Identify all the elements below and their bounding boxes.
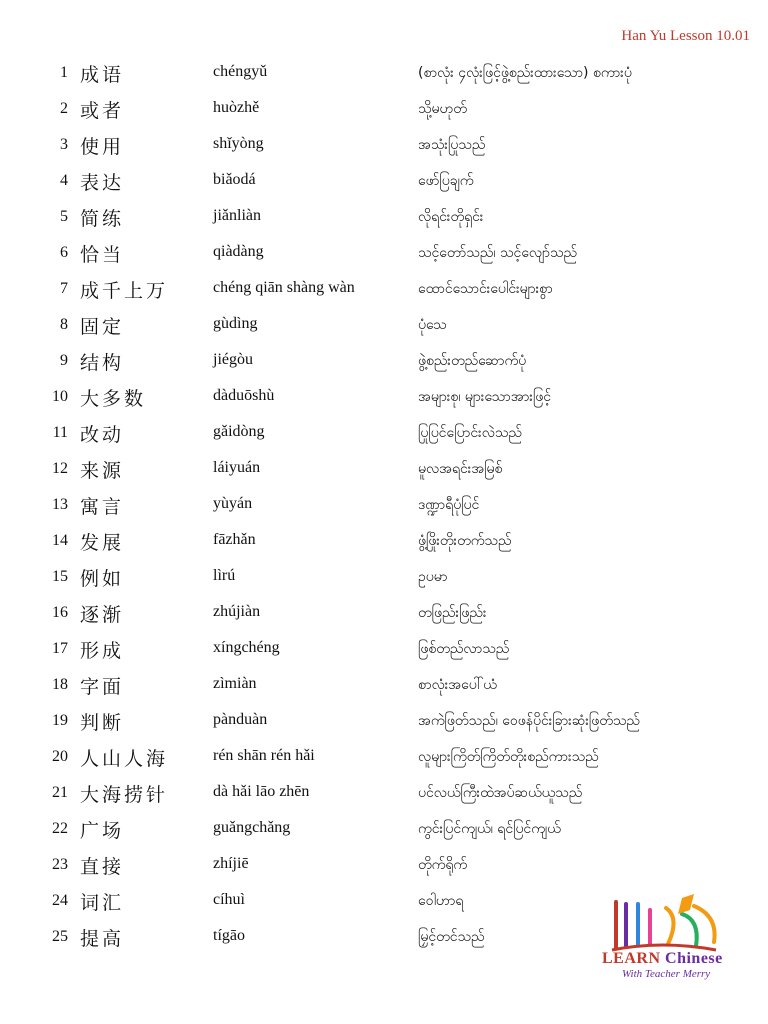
vocab-meaning: သို့မဟုတ် (418, 101, 467, 117)
vocab-number: 19 (52, 712, 68, 729)
vocab-pinyin: xíngchéng (213, 639, 280, 656)
vocab-hanzi: 发展 (80, 532, 125, 554)
vocab-meaning: တဖြည်းဖြည်း (418, 605, 487, 621)
vocab-hanzi: 简练 (80, 208, 125, 230)
vocab-number: 15 (52, 568, 68, 585)
vocab-number: 5 (60, 208, 68, 225)
vocab-number: 17 (52, 640, 68, 657)
vocab-number: 10 (52, 388, 68, 405)
logo-subtitle: With Teacher Merry (622, 968, 711, 980)
vocab-hanzi: 例如 (80, 568, 125, 590)
vocab-meaning: ထောင်သောင်းပေါင်းများစွာ (418, 281, 553, 297)
vocab-meaning: အသုံးပြုသည် (418, 137, 486, 153)
vocab-row (0, 524, 768, 560)
vocab-number: 8 (60, 316, 68, 333)
vocab-pinyin: yùyán (213, 495, 253, 512)
vocab-meaning: မူလအရင်းအမြစ် (418, 461, 503, 477)
vocab-row (0, 848, 768, 884)
vocab-hanzi: 固定 (80, 316, 125, 338)
vocab-number: 7 (60, 280, 68, 297)
vocab-hanzi: 判断 (80, 712, 125, 734)
vocab-pinyin: dàduōshù (213, 387, 275, 404)
vocab-pinyin: tígāo (213, 927, 245, 944)
vocab-hanzi: 改动 (80, 424, 125, 446)
vocab-meaning: အများစု၊ များသောအားဖြင့် (418, 389, 552, 405)
vocab-number: 25 (52, 928, 68, 945)
vocab-hanzi: 使用 (80, 136, 125, 158)
vocab-pinyin: fāzhǎn (213, 531, 256, 548)
vocab-number: 2 (60, 100, 68, 117)
vocab-row (0, 704, 768, 740)
vocab-pinyin: jiégòu (213, 351, 253, 368)
vocab-meaning: ဖွံ့ဖြိုးတိုးတက်သည် (418, 533, 512, 549)
vocab-hanzi: 直接 (80, 856, 125, 878)
vocab-hanzi: 逐渐 (80, 604, 125, 626)
vocab-row (0, 812, 768, 848)
vocab-number: 13 (52, 496, 68, 513)
vocab-hanzi: 人山人海 (80, 748, 169, 770)
vocab-row (0, 740, 768, 776)
vocab-meaning: ကွင်းပြင်ကျယ်၊ ရင်ပြင်ကျယ် (418, 821, 561, 837)
vocab-meaning: ဖွဲ့စည်းတည်ဆောက်ပုံ (418, 353, 527, 369)
vocab-row (0, 308, 768, 344)
vocab-row (0, 452, 768, 488)
vocab-row (0, 200, 768, 236)
vocab-number: 21 (52, 784, 68, 801)
vocab-pinyin: qiàdàng (213, 243, 264, 260)
vocab-row (0, 776, 768, 812)
vocab-number: 20 (52, 748, 68, 765)
vocab-meaning: လိုရင်းတိုရှင်း (418, 209, 484, 225)
vocab-hanzi: 来源 (80, 460, 125, 482)
vocab-number: 1 (60, 64, 68, 81)
vocab-hanzi: 字面 (80, 676, 125, 698)
vocab-pinyin: zìmiàn (213, 675, 257, 692)
vocab-number: 23 (52, 856, 68, 873)
vocab-number: 18 (52, 676, 68, 693)
lesson-title: Han Yu Lesson 10.01 (621, 28, 750, 44)
vocab-row (0, 56, 768, 92)
vocab-row (0, 380, 768, 416)
vocab-number: 4 (60, 172, 68, 189)
vocab-number: 22 (52, 820, 68, 837)
vocab-pinyin: lìrú (213, 567, 236, 584)
vocab-hanzi: 表达 (80, 172, 125, 194)
vocab-number: 9 (60, 352, 68, 369)
vocab-pinyin: láiyuán (213, 459, 261, 476)
vocab-meaning: မြှင့်တင်သည် (418, 929, 485, 945)
vocab-meaning: ဖြစ်တည်လာသည် (418, 641, 510, 657)
vocab-number: 24 (52, 892, 68, 909)
vocab-number: 11 (52, 424, 68, 441)
vocab-meaning: ပုံသေ (418, 317, 447, 333)
vocab-hanzi: 大海捞针 (80, 784, 169, 806)
vocab-row (0, 236, 768, 272)
vocab-meaning: ဥပမာ (418, 569, 448, 585)
vocab-meaning: (စာလုံး ၄လုံးဖြင့်ဖွဲ့စည်းထားသော) စကားပုံ (418, 65, 632, 81)
vocab-meaning: ပင်လယ်ကြီးထဲအပ်ဆယ်ယူသည် (418, 785, 583, 801)
vocab-number: 6 (60, 244, 68, 261)
logo-wordmark (602, 950, 723, 968)
vocab-number: 16 (52, 604, 68, 621)
vocab-pinyin: zhújiàn (213, 603, 261, 620)
vocab-number: 3 (60, 136, 68, 153)
vocab-number: 12 (52, 460, 68, 477)
vocab-row (0, 128, 768, 164)
vocab-row (0, 416, 768, 452)
vocab-hanzi: 广场 (80, 820, 125, 842)
vocab-meaning: လူများကြိတ်ကြိတ်တိုးစည်ကားသည် (418, 749, 599, 765)
vocab-row (0, 92, 768, 128)
vocab-pinyin: huòzhě (213, 99, 260, 116)
vocab-hanzi: 提高 (80, 928, 125, 950)
vocab-pinyin: pànduàn (213, 711, 268, 728)
vocab-row (0, 344, 768, 380)
vocab-meaning: သင့်တော်သည်၊ သင့်လျော်သည် (418, 245, 578, 261)
vocab-row (0, 596, 768, 632)
vocab-hanzi: 结构 (80, 352, 125, 374)
vocab-row (0, 560, 768, 596)
vocab-meaning: စာလုံးအပေါ်ယံ (418, 677, 497, 693)
vocab-meaning: ဝေါဟာရ (418, 893, 464, 909)
vocab-hanzi: 成语 (80, 64, 125, 86)
vocab-pinyin: zhíjiē (213, 855, 249, 872)
vocab-pinyin: chéngyǔ (213, 63, 268, 80)
vocab-hanzi: 或者 (80, 100, 125, 122)
vocab-pinyin: shǐyòng (213, 135, 264, 152)
vocab-pinyin: chéng qiān shàng wàn (213, 279, 355, 296)
vocab-meaning: ပြုပြင်ပြောင်းလဲသည် (418, 425, 522, 441)
vocab-pinyin: biǎodá (213, 171, 256, 188)
vocab-pinyin: rén shān rén hǎi (213, 747, 315, 764)
vocab-meaning: ဒဏ္ဍာရီပုံပြင် (418, 497, 480, 513)
vocab-hanzi: 词汇 (80, 892, 125, 914)
vocab-pinyin: gùdìng (213, 315, 258, 332)
vocab-meaning: တိုက်ရိုက် (418, 857, 468, 873)
vocab-number: 14 (52, 532, 68, 549)
vocab-meaning: ဖော်ပြချက် (418, 173, 474, 189)
vocab-hanzi: 形成 (80, 640, 125, 662)
vocab-row (0, 668, 768, 704)
vocab-hanzi: 成千上万 (80, 280, 169, 302)
vocab-pinyin: gǎidòng (213, 423, 265, 440)
vocab-hanzi: 寓言 (80, 496, 125, 518)
vocab-row (0, 164, 768, 200)
vocab-hanzi: 大多数 (80, 388, 147, 410)
vocab-row (0, 632, 768, 668)
logo-word-learn: LEARN (602, 950, 661, 967)
vocab-pinyin: cíhuì (213, 891, 245, 908)
vocab-pinyin: guǎngchǎng (213, 819, 291, 836)
logo-word-chinese: Chinese (665, 950, 723, 967)
vocab-row (0, 272, 768, 308)
vocab-pinyin: jiǎnliàn (213, 207, 261, 224)
vocab-meaning: အကဲဖြတ်သည်၊ ဝေဖန်ပိုင်းခြားဆုံးဖြတ်သည် (418, 713, 640, 729)
vocab-row (0, 488, 768, 524)
vocab-hanzi: 恰当 (80, 244, 125, 266)
vocab-pinyin: dà hǎi lāo zhēn (213, 783, 310, 800)
